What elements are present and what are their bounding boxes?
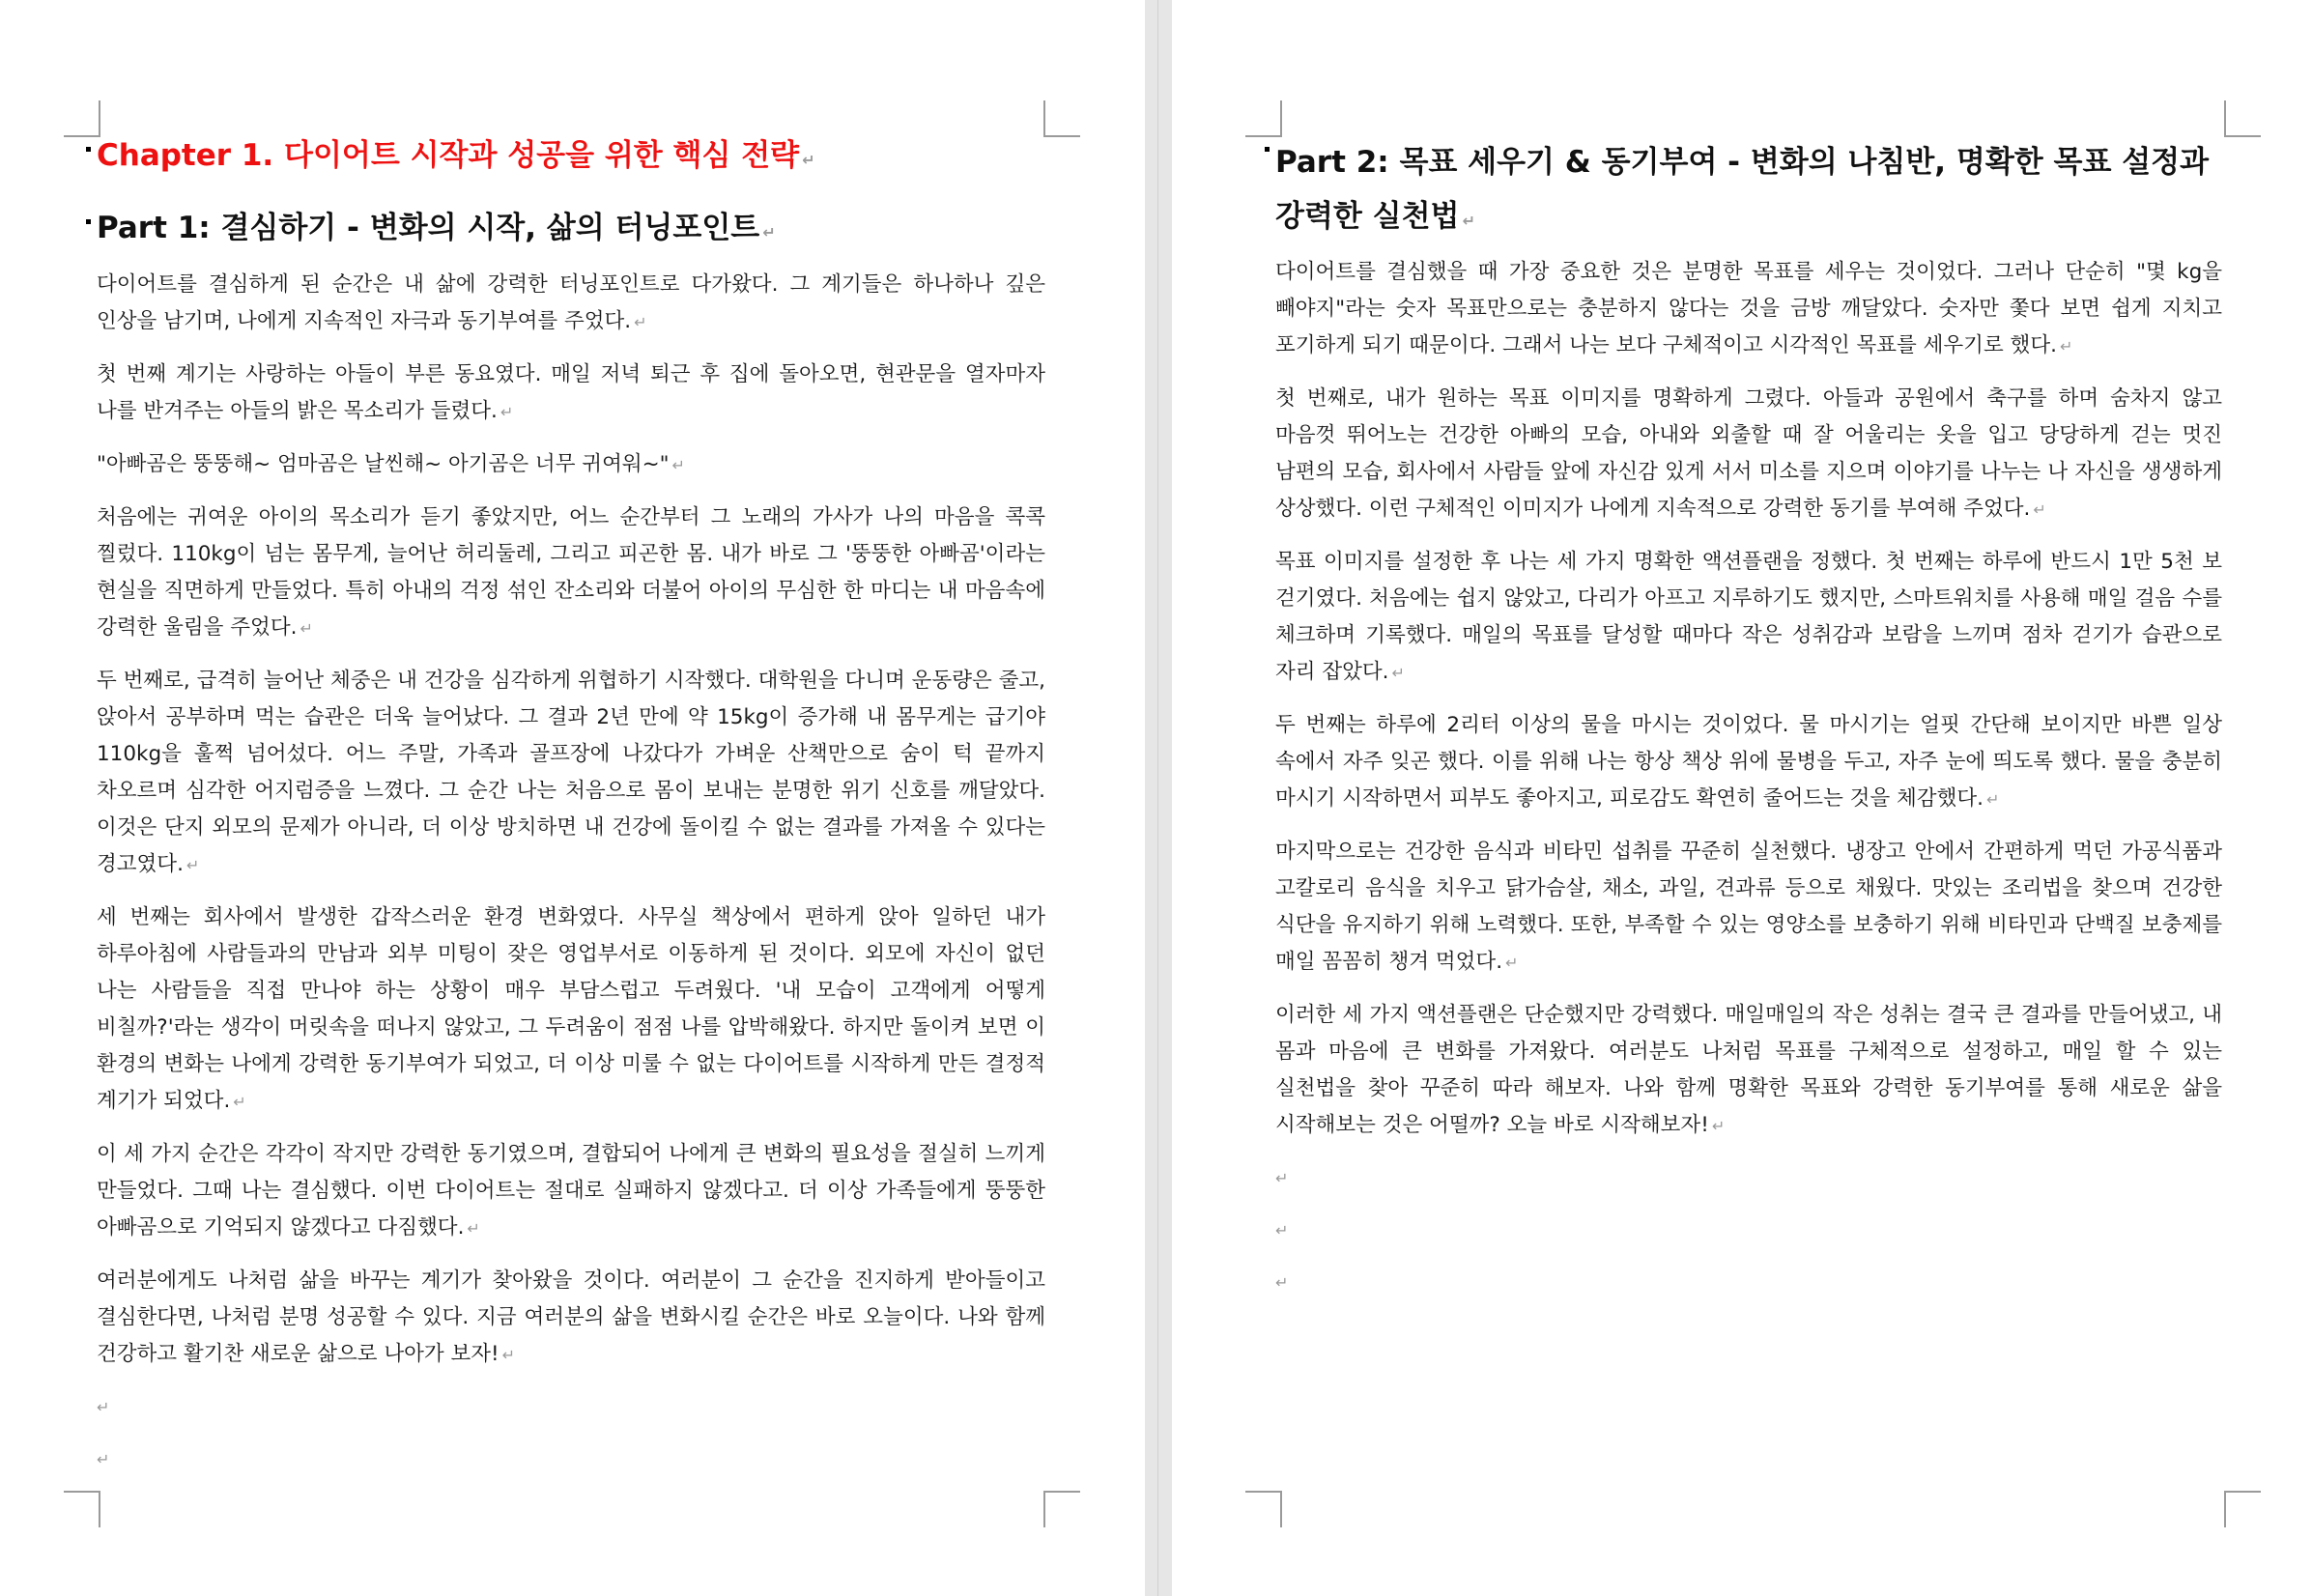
paragraph-mark-icon: ↵ [1275, 1273, 1289, 1292]
paragraph-text: 처음에는 귀여운 아이의 목소리가 듣기 좋았지만, 어느 순간부터 그 노래의 가사가 나의 마음을 콕콕 찔렀다. 110kg이 넘는 몸무게, 늘어난 허리둘레, 그리고 피곤한 몸. 내가 바로 그 '뚱뚱한 아빠곰'이라는 현실을 직면하게 만들었다. 특히 아내의 걱정 섞인 잔소리와 더불어 아이의 무심한 한 마디는 내 마음속에 강력한 울림을 주었다. [97, 505, 1045, 640]
body-paragraph[interactable] [1275, 254, 2222, 365]
part-heading[interactable] [97, 208, 1045, 253]
paragraph-text: 다이어트를 결심했을 때 가장 중요한 것은 분명한 목표를 세우는 것이었다. 그러나 단순히 "몇 kg을 빼야지"라는 숫자 목표만으로는 충분하지 않다는 것을 금방 깨달았다. 숫자만 쫓다 보면 쉽게 지치고 포기하게 되기 때문이다. 그래서 나는 보다 구체적이고 시각적인 목표를 세우기로 했다. [1275, 260, 2222, 357]
paragraph-mark-icon: ↵ [467, 1219, 480, 1238]
crop-mark-bottom-left [64, 1491, 100, 1527]
paragraph-mark-icon: ↵ [1462, 212, 1475, 230]
paragraph-mark-icon: ↵ [500, 403, 514, 421]
paragraph-text: 다이어트를 결심하게 된 순간은 내 삶에 강력한 터닝포인트로 다가왔다. 그 계기들은 하나하나 깊은 인상을 남기며, 나에게 지속적인 자극과 동기부여를 주었다. [97, 272, 1045, 333]
paragraph-mark-icon: ↵ [1505, 954, 1519, 972]
crop-mark-top-right [2224, 100, 2261, 137]
body-paragraph[interactable] [97, 899, 1045, 1121]
chapter-title: Chapter 1. 다이어트 시작과 성공을 위한 핵심 전략 [97, 138, 800, 173]
paragraph-mark-icon: ↵ [2059, 337, 2073, 356]
document-page-1[interactable] [0, 0, 1145, 1596]
paragraph-text: "아빠곰은 뚱뚱해~ 엄마곰은 날씬해~ 아기곰은 너무 귀여워~" [97, 452, 670, 476]
paragraph-text: 목표 이미지를 설정한 후 나는 세 가지 명확한 액션플랜을 정했다. 첫 번째는 하루에 반드시 1만 5천 보 걷기였다. 처음에는 쉽지 않았고, 다리가 아프고 지루하기도 했지만, 스마트워치를 사용해 매일 걸음 수를 체크하며 기록했다. 매일의 목표를 달성할 때마다 작은 성취감과 보람을 느끼며 점차 걷기가 습관으로 자리 잡았다. [1275, 550, 2222, 684]
part-heading[interactable] [1275, 135, 2222, 248]
paragraph-mark-icon: ↵ [1711, 1117, 1726, 1135]
crop-mark-bottom-left [1245, 1491, 1282, 1527]
part-title: Part 1: 결심하기 - 변화의 시작, 삶의 터닝포인트 [97, 211, 760, 245]
body-paragraph[interactable] [97, 267, 1045, 341]
empty-paragraph[interactable] [97, 1441, 1045, 1478]
heading-bullet-marker [1265, 147, 1270, 152]
page-separator [1157, 0, 1158, 1596]
paragraph-mark-icon: ↵ [2033, 500, 2046, 519]
crop-mark-bottom-right [2224, 1491, 2261, 1527]
page-2-body[interactable] [1275, 135, 2222, 1317]
paragraph-text: 여러분에게도 나처럼 삶을 바꾸는 계기가 찾아왔을 것이다. 여러분이 그 순간을 진지하게 받아들이고 결심한다면, 나처럼 분명 성공할 수 있다. 지금 여러분의 삶을 변화시킬 순간은 바로 오늘이다. 나와 함께 건강하고 활기찬 새로운 삶으로 나아가 보자! [97, 1268, 1045, 1366]
heading-bullet-marker [86, 219, 91, 224]
paragraph-text: 첫 번째 계기는 사랑하는 아들이 부른 동요였다. 매일 저녁 퇴근 후 집에 돌아오면, 현관문을 열자마자 나를 반겨주는 아들의 밝은 목소리가 들렸다. [97, 362, 1045, 423]
empty-paragraph[interactable] [97, 1389, 1045, 1426]
paragraph-text: 마지막으로는 건강한 음식과 비타민 섭취를 꾸준히 실천했다. 냉장고 안에서 간편하게 먹던 가공식품과 고칼로리 음식을 치우고 닭가슴살, 채소, 과일, 견과류 등으로 채웠다. 맛있는 조리법을 찾으며 건강한 식단을 유지하기 위해 노력했다. 또한, 부족할 수 있는 영양소를 보충하기 위해 비타민과 단백질 보충제를 매일 꼼꼼히 챙겨 먹었다. [1275, 840, 2222, 974]
crop-mark-top-left [1245, 100, 1282, 137]
empty-paragraph[interactable] [1275, 1160, 2222, 1197]
body-paragraph[interactable] [97, 1136, 1045, 1247]
empty-paragraph[interactable] [1275, 1265, 2222, 1301]
body-paragraph[interactable] [97, 663, 1045, 884]
page-1-body[interactable] [97, 135, 1045, 1494]
document-page-2[interactable] [1172, 0, 2312, 1596]
heading-bullet-marker [86, 147, 91, 152]
body-paragraph[interactable] [1275, 381, 2222, 528]
paragraph-mark-icon: ↵ [634, 313, 647, 331]
paragraph-mark-icon: ↵ [1275, 1169, 1289, 1187]
paragraph-mark-icon: ↵ [300, 619, 313, 638]
body-paragraph[interactable] [97, 1263, 1045, 1374]
paragraph-mark-icon: ↵ [802, 151, 815, 169]
crop-mark-bottom-right [1043, 1491, 1080, 1527]
body-paragraph[interactable] [1275, 997, 2222, 1145]
body-paragraph[interactable] [97, 446, 1045, 484]
paragraph-text: 첫 번째로, 내가 원하는 목표 이미지를 명확하게 그렸다. 아들과 공원에서 축구를 하며 숨차지 않고 마음껏 뛰어노는 건강한 아빠의 모습, 아내와 외출할 때 잘 어울리는 옷을 입고 당당하게 걷는 멋진 남편의 모습, 회사에서 사람들 앞에 자신감 있게 서서 미소를 지으며 이야기를 나누는 나 자신을 생생하게 상상했다. 이런 구체적인 이미지가 나에게 지속적으로 강력한 동기를 부여해 주었다. [1275, 386, 2222, 521]
empty-paragraph[interactable] [1275, 1212, 2222, 1249]
paragraph-text: 이러한 세 가지 액션플랜은 단순했지만 강력했다. 매일매일의 작은 성취는 결국 큰 결과를 만들어냈고, 내 몸과 마음에 큰 변화를 가져왔다. 여러분도 나처럼 목표를 구체적으로 설정하고, 매일 할 수 있는 실천법을 찾아 꾸준히 따라 해보자. 나와 함께 명확한 목표와 강력한 동기부여를 통해 새로운 삶을 시작해보는 것은 어떨까? 오늘 바로 시작해보자! [1275, 1003, 2222, 1137]
body-paragraph[interactable] [1275, 707, 2222, 818]
paragraph-mark-icon: ↵ [233, 1093, 246, 1111]
page-gap [1145, 0, 1172, 1596]
paragraph-mark-icon: ↵ [501, 1346, 516, 1364]
body-paragraph[interactable] [97, 499, 1045, 647]
paragraph-mark-icon: ↵ [1985, 790, 2000, 809]
paragraph-mark-icon: ↵ [1391, 664, 1405, 682]
part-title: Part 2: 목표 세우기 & 동기부여 - 변화의 나침반, 명확한 목표 설정과 강력한 실천법 [1275, 145, 2210, 234]
crop-mark-top-right [1043, 100, 1080, 137]
body-paragraph[interactable] [1275, 834, 2222, 982]
paragraph-text: 세 번째는 회사에서 발생한 갑작스러운 환경 변화였다. 사무실 책상에서 편하게 앉아 일하던 내가 하루아침에 사람들과의 만남과 외부 미팅이 잦은 영업부서로 이동하게 된 것이다. 외모에 자신이 없던 나는 사람들을 직접 만나야 하는 상황이 매우 부담스럽고 두려웠다. '내 모습이 고객에게 어떻게 비칠까?'라는 생각이 머릿속을 떠나지 않았고, 그 두려움이 점점 나를 압박해왔다. 하지만 돌이켜 보면 이 환경의 변화는 나에게 강력한 동기부여가 되었고, 더 이상 미룰 수 없는 다이어트를 시작하게 만든 결정적 계기가 되었다. [97, 905, 1045, 1113]
chapter-heading[interactable] [97, 135, 1045, 181]
crop-mark-top-left [64, 100, 100, 137]
paragraph-mark-icon: ↵ [1275, 1221, 1289, 1240]
paragraph-mark-icon: ↵ [97, 1398, 110, 1416]
paragraph-mark-icon: ↵ [186, 856, 200, 874]
paragraph-mark-icon: ↵ [97, 1450, 110, 1468]
paragraph-text: 두 번째로, 급격히 늘어난 체중은 내 건강을 심각하게 위협하기 시작했다. 대학원을 다니며 운동량은 줄고, 앉아서 공부하며 먹는 습관은 더욱 늘어났다. 그 결과 2년 만에 약 15kg이 증가해 내 몸무게는 급기야 110kg을 훌쩍 넘어섰다. 어느 주말, 가족과 골프장에 나갔다가 가벼운 산책만으로 숨이 턱 끝까지 차오르며 심각한 어지럼증을 느꼈다. 그 순간 나는 처음으로 몸이 보내는 분명한 위기 신호를 깨달았다. 이것은 단지 외모의 문제가 아니라, 더 이상 방치하면 내 건강에 돌이킬 수 없는 결과를 가져올 수 있다는 경고였다. [97, 669, 1045, 876]
body-paragraph[interactable] [1275, 544, 2222, 692]
paragraph-text: 이 세 가지 순간은 각각이 작지만 강력한 동기였으며, 결합되어 나에게 큰 변화의 필요성을 절실히 느끼게 만들었다. 그때 나는 결심했다. 이번 다이어트는 절대로 실패하지 않겠다고. 더 이상 가족들에게 뚱뚱한 아빠곰으로 기억되지 않겠다고 다짐했다. [97, 1142, 1045, 1240]
paragraph-text: 두 번째는 하루에 2리터 이상의 물을 마시는 것이었다. 물 마시기는 얼핏 간단해 보이지만 바쁜 일상 속에서 자주 잊곤 했다. 이를 위해 나는 항상 책상 위에 물병을 두고, 자주 눈에 띄도록 했다. 물을 충분히 마시기 시작하면서 피부도 좋아지고, 피로감도 확연히 줄어드는 것을 체감했다. [1275, 713, 2222, 811]
paragraph-mark-icon: ↵ [671, 456, 685, 474]
body-paragraph[interactable] [97, 356, 1045, 431]
paragraph-mark-icon: ↵ [762, 223, 776, 242]
